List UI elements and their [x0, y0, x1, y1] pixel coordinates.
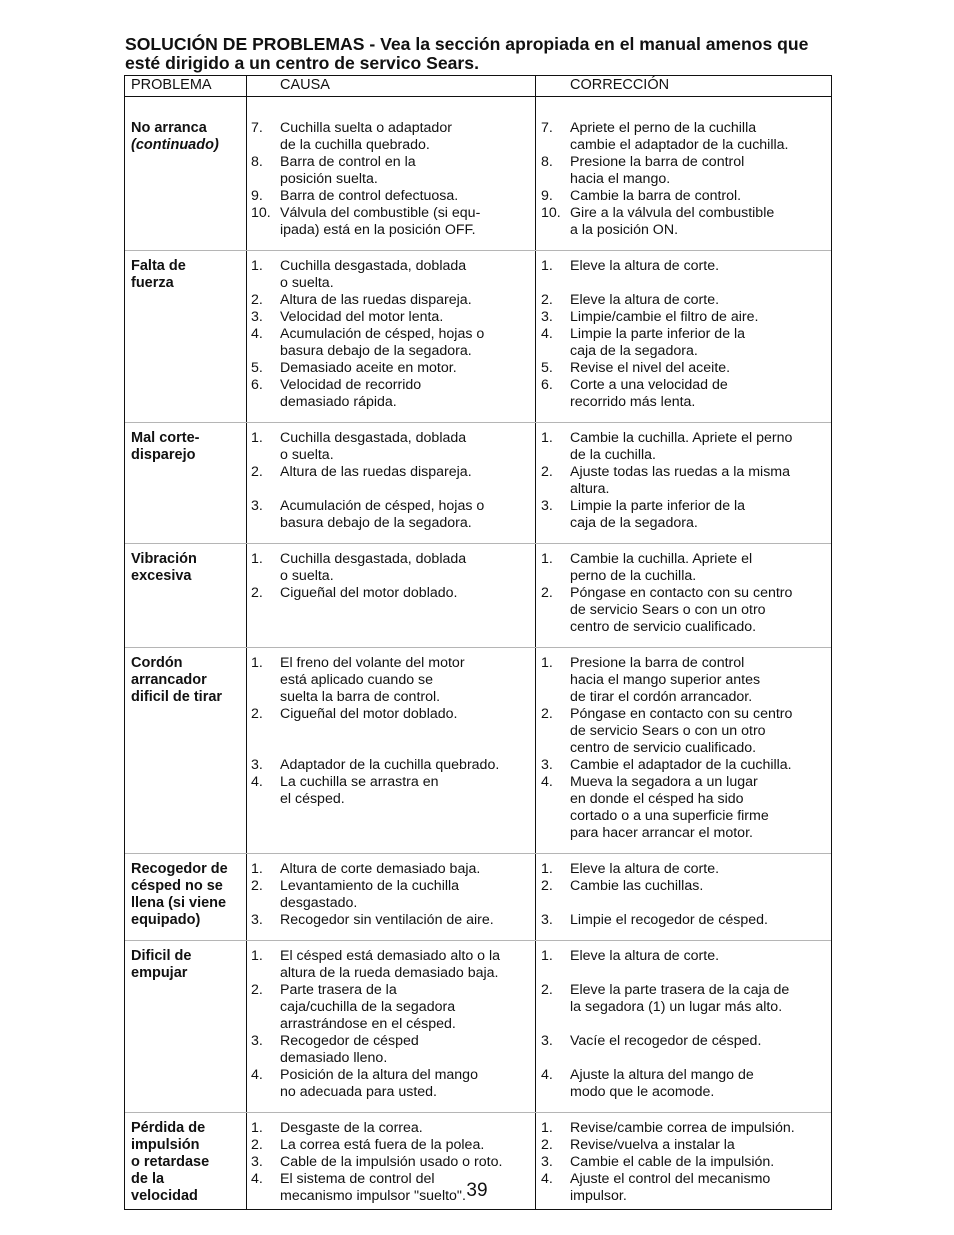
cause-text: desgastado.: [280, 895, 358, 911]
table-body: [125, 97, 831, 1209]
correction-text: Eleve la altura de corte.: [570, 948, 720, 964]
cause-text: Barra de control en la: [280, 154, 416, 170]
correction-text: Limpie la parte inferior de la: [570, 326, 746, 342]
correction-text: caja de la segadora.: [570, 515, 698, 531]
cause-text: el césped.: [280, 791, 345, 807]
correction-text: Ajuste todas las ruedas a la misma: [570, 464, 791, 480]
correction-text: Presione la barra de control: [570, 655, 745, 671]
correction-number: 1.: [541, 551, 553, 567]
cause-number: 1.: [251, 1120, 263, 1136]
cause-text: está aplicado cuando se: [280, 672, 434, 688]
header-causa: CAUSA: [280, 77, 330, 93]
cause-number: 6.: [251, 377, 263, 393]
correction-number: 6.: [541, 377, 553, 393]
title-line-1: SOLUCIÓN DE PROBLEMAS - Vea la sección apropiada en el manual amenos que: [125, 34, 809, 54]
correction-number: 4.: [541, 326, 553, 342]
correction-number: 2.: [541, 1137, 553, 1153]
correction-number: 3.: [541, 498, 553, 514]
cause-text: Velocidad del motor lenta.: [280, 309, 444, 325]
table-row: [125, 423, 831, 544]
correction-text: Cambie el cable de la impulsión.: [570, 1154, 775, 1170]
problem-label: Pérdida de impulsión o retardase de la velocidad: [131, 1120, 210, 1204]
cause-text: o suelta.: [280, 447, 334, 463]
correction-text: Póngase en contacto con su centro: [570, 585, 793, 601]
correction-text: hacia el mango superior antes: [570, 672, 761, 688]
correction-text: Cambie el adaptador de la cuchilla.: [570, 757, 792, 773]
correction-number: 7.: [541, 120, 553, 136]
correction-text: altura.: [570, 481, 610, 497]
cause-text: basura debajo de la segadora.: [280, 343, 472, 359]
correction-text: Mueva la segadora a un lugar: [570, 774, 758, 790]
table-row: [125, 854, 831, 941]
correction-number: 2.: [541, 982, 553, 998]
cause-text: suelta la barra de control.: [280, 689, 441, 705]
cause-text: Cuchilla suelta o adaptador: [280, 120, 452, 136]
cause-number: 2.: [251, 464, 263, 480]
cause-text: Parte trasera de la: [280, 982, 397, 998]
correction-text: Cambie la cuchilla. Apriete el perno: [570, 430, 793, 446]
cause-text: Acumulación de césped, hojas o: [280, 326, 485, 342]
cause-text: Cable de la impulsión usado o roto.: [280, 1154, 503, 1170]
cause-number: 2.: [251, 982, 263, 998]
correction-text: Gire a la válvula del combustible: [570, 205, 775, 221]
correction-number: 3.: [541, 1033, 553, 1049]
problem-label: Dificil de empujar: [131, 948, 192, 981]
cause-text: El freno del volante del motor: [280, 655, 465, 671]
cause-text: Altura de las ruedas dispareja.: [280, 464, 472, 480]
cause-text: Recogedor sin ventilación de aire.: [280, 912, 494, 928]
correction-text: Revise/cambie correa de impulsión.: [570, 1120, 795, 1136]
header-correccion: CORRECCIÓN: [570, 77, 670, 93]
cause-text: o suelta.: [280, 568, 334, 584]
cause-number: 1.: [251, 258, 263, 274]
problem-label: Falta de fuerza: [131, 258, 186, 291]
table-header-row: [125, 76, 831, 97]
table-row: [125, 97, 831, 251]
cause-text: mecanismo impulsor "suelto".: [280, 1188, 466, 1204]
correction-text: Eleve la altura de corte.: [570, 258, 720, 274]
correction-number: 10.: [541, 205, 561, 221]
table-row: [125, 251, 831, 423]
cause-number: 3.: [251, 912, 263, 928]
correction-text: modo que le acomode.: [570, 1084, 715, 1100]
cause-text: no adecuada para usted.: [280, 1084, 437, 1100]
cause-number: 10.: [251, 205, 271, 221]
correction-number: 4.: [541, 774, 553, 790]
correction-text: la segadora (1) un lugar más alto.: [570, 999, 783, 1015]
correction-text: recorrido más lenta.: [570, 394, 696, 410]
correction-text: cortado o a una superficie firme: [570, 808, 769, 824]
cause-text: Demasiado aceite en motor.: [280, 360, 457, 376]
cause-text: Cuchilla desgastada, doblada: [280, 258, 467, 274]
cause-text: La cuchilla se arrastra en: [280, 774, 439, 790]
cause-number: 5.: [251, 360, 263, 376]
table-row: [125, 941, 831, 1113]
correction-number: 2.: [541, 292, 553, 308]
correction-text: Eleve la parte trasera de la caja de: [570, 982, 790, 998]
cause-text: basura debajo de la segadora.: [280, 515, 472, 531]
cause-text: El césped está demasiado alto o la: [280, 948, 501, 964]
correction-number: 3.: [541, 912, 553, 928]
correction-text: impulsor.: [570, 1188, 627, 1204]
problem-label: Recogedor de césped no se llena (si viene equipado): [131, 861, 228, 928]
cause-text: Acumulación de césped, hojas o: [280, 498, 485, 514]
correction-text: Eleve la altura de corte.: [570, 292, 720, 308]
correction-text: perno de la cuchilla.: [570, 568, 697, 584]
cause-number: 2.: [251, 1137, 263, 1153]
correction-number: 5.: [541, 360, 553, 376]
cause-text: Barra de control defectuosa.: [280, 188, 459, 204]
cause-text: demasiado lleno.: [280, 1050, 388, 1066]
correction-text: de tirar el cordón arrancador.: [570, 689, 753, 705]
correction-number: 4.: [541, 1171, 553, 1187]
cause-text: La correa está fuera de la polea.: [280, 1137, 485, 1153]
cause-text: Cuchilla desgastada, doblada: [280, 551, 467, 567]
cause-text: Altura de corte demasiado baja.: [280, 861, 481, 877]
correction-number: 1.: [541, 1120, 553, 1136]
correction-number: 8.: [541, 154, 553, 170]
correction-number: 2.: [541, 585, 553, 601]
correction-text: Cambie la barra de control.: [570, 188, 742, 204]
cause-text: posición suelta.: [280, 171, 378, 187]
correction-number: 3.: [541, 309, 553, 325]
cause-number: 1.: [251, 551, 263, 567]
correction-text: en donde el césped ha sido: [570, 791, 744, 807]
cause-number: 3.: [251, 757, 263, 773]
cause-text: de la cuchilla quebrado.: [280, 137, 430, 153]
correction-number: 2.: [541, 464, 553, 480]
cause-text: Desgaste de la correa.: [280, 1120, 423, 1136]
correction-text: Presione la barra de control: [570, 154, 745, 170]
correction-text: Revise el nivel del aceite.: [570, 360, 731, 376]
correction-text: Limpie la parte inferior de la: [570, 498, 746, 514]
cause-number: 1.: [251, 655, 263, 671]
cause-number: 3.: [251, 309, 263, 325]
correction-text: Ajuste el control del mecanismo: [570, 1171, 771, 1187]
cause-text: Adaptador de la cuchilla quebrado.: [280, 757, 500, 773]
correction-text: Corte a una velocidad de: [570, 377, 728, 393]
correction-text: de la cuchilla.: [570, 447, 656, 463]
page-title: [125, 35, 865, 73]
correction-text: Póngase en contacto con su centro: [570, 706, 793, 722]
cause-text: Cigueñal del motor doblado.: [280, 585, 458, 601]
table-row: [125, 648, 831, 854]
cause-text: Cuchilla desgastada, doblada: [280, 430, 467, 446]
problem-label: Vibración excesiva: [131, 551, 197, 584]
page-number: 39: [466, 1180, 488, 1201]
cause-number: 7.: [251, 120, 263, 136]
problem-label: No arranca (continuado): [131, 120, 219, 153]
cause-number: 4.: [251, 774, 263, 790]
correction-text: Limpie el recogedor de césped.: [570, 912, 768, 928]
cause-number: 3.: [251, 498, 263, 514]
cause-number: 9.: [251, 188, 263, 204]
correction-number: 2.: [541, 878, 553, 894]
cause-text: Cigueñal del motor doblado.: [280, 706, 458, 722]
cause-text: caja/cuchilla de la segadora: [280, 999, 456, 1015]
cause-text: Levantamiento de la cuchilla: [280, 878, 460, 894]
cause-number: 4.: [251, 326, 263, 342]
correction-number: 1.: [541, 948, 553, 964]
correction-number: 3.: [541, 1154, 553, 1170]
table-row: [125, 544, 831, 648]
troubleshooting-table: [124, 75, 832, 1210]
correction-number: 9.: [541, 188, 553, 204]
cause-number: 3.: [251, 1154, 263, 1170]
correction-number: 2.: [541, 706, 553, 722]
header-problema: PROBLEMA: [131, 77, 212, 93]
cause-number: 1.: [251, 430, 263, 446]
cause-text: El sistema de control del: [280, 1171, 435, 1187]
correction-text: Eleve la altura de corte.: [570, 861, 720, 877]
cause-text: Recogedor de césped: [280, 1033, 419, 1049]
cause-text: Posición de la altura del mango: [280, 1067, 478, 1083]
title-line-2: esté dirigido a un centro de servico Sears.: [125, 53, 479, 73]
cause-number: 2.: [251, 585, 263, 601]
cause-text: Altura de las ruedas dispareja.: [280, 292, 472, 308]
cause-number: 8.: [251, 154, 263, 170]
cause-number: 2.: [251, 706, 263, 722]
correction-number: 1.: [541, 258, 553, 274]
cause-text: arrastrándose en el césped.: [280, 1016, 456, 1032]
cause-text: demasiado rápida.: [280, 394, 397, 410]
correction-text: Ajuste la altura del mango de: [570, 1067, 754, 1083]
problem-label: Mal corte- disparejo: [131, 430, 200, 463]
correction-text: Revise/vuelva a instalar la: [570, 1137, 735, 1153]
cause-number: 2.: [251, 878, 263, 894]
correction-text: hacia el mango.: [570, 171, 671, 187]
cause-number: 4.: [251, 1067, 263, 1083]
correction-text: caja de la segadora.: [570, 343, 698, 359]
correction-number: 1.: [541, 430, 553, 446]
cause-text: Válvula del combustible (si equ-: [280, 205, 481, 221]
cause-text: Velocidad de recorrido: [280, 377, 422, 393]
correction-text: Apriete el perno de la cuchilla: [570, 120, 757, 136]
cause-text: ipada) está en la posición OFF.: [280, 222, 476, 238]
cause-number: 2.: [251, 292, 263, 308]
correction-number: 1.: [541, 655, 553, 671]
cause-number: 1.: [251, 948, 263, 964]
correction-number: 3.: [541, 757, 553, 773]
correction-text: centro de servicio cualificado.: [570, 740, 757, 756]
cause-number: 1.: [251, 861, 263, 877]
correction-text: Cambie la cuchilla. Apriete el: [570, 551, 753, 567]
cause-number: 3.: [251, 1033, 263, 1049]
correction-text: cambie el adaptador de la cuchilla.: [570, 137, 789, 153]
cause-number: 4.: [251, 1171, 263, 1187]
correction-text: de servicio Sears o con un otro: [570, 723, 766, 739]
cause-text: altura de la rueda demasiado baja.: [280, 965, 499, 981]
correction-text: Vacíe el recogedor de césped.: [570, 1033, 762, 1049]
correction-text: Limpie/cambie el filtro de aire.: [570, 309, 759, 325]
correction-text: de servicio Sears o con un otro: [570, 602, 766, 618]
correction-text: centro de servicio cualificado.: [570, 619, 757, 635]
correction-text: a la posición ON.: [570, 222, 679, 238]
correction-number: 4.: [541, 1067, 553, 1083]
cause-text: o suelta.: [280, 275, 334, 291]
correction-text: para hacer arrancar el motor.: [570, 825, 753, 841]
problem-label: Cordón arrancador dificil de tirar: [131, 655, 223, 705]
correction-number: 1.: [541, 861, 553, 877]
correction-text: Cambie las cuchillas.: [570, 878, 704, 894]
